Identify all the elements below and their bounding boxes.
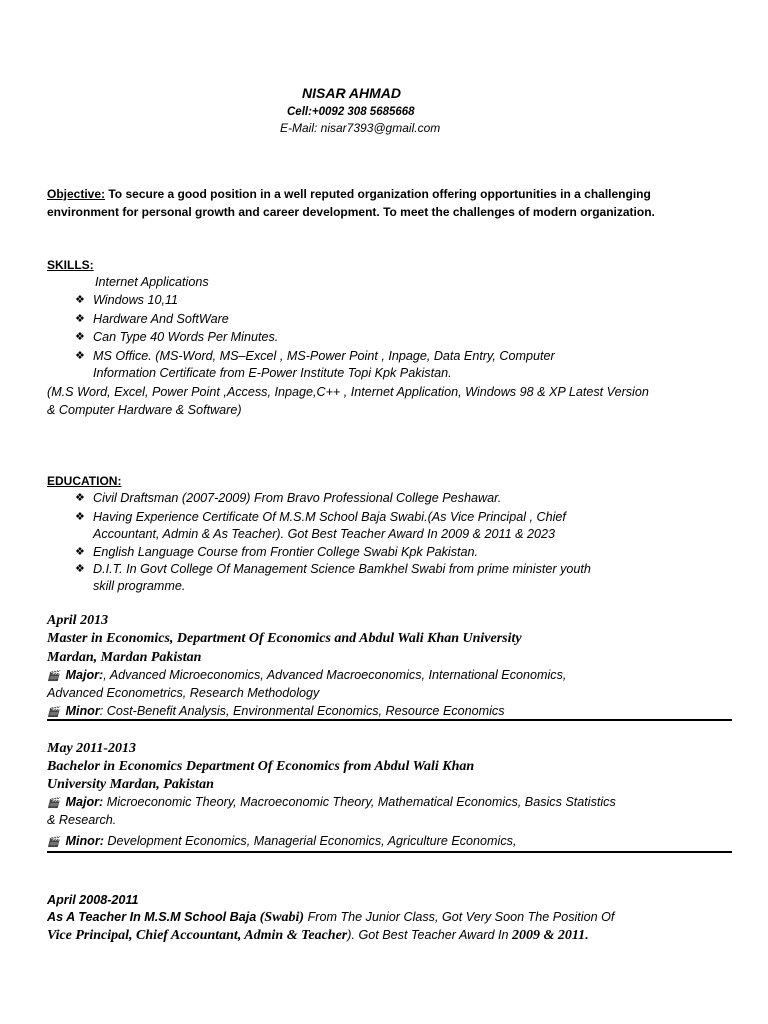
skill-item-continuation: Information Certificate from E-Power Institute Topi Kpk Pakistan.	[93, 366, 452, 380]
masters-major-text: , Advanced Microeconomics, Advanced Macroeconomics, International Economics,	[103, 668, 567, 682]
clapperboard-icon: 🎬	[47, 671, 60, 682]
teacher-location: (Swabi)	[259, 910, 305, 925]
masters-date: April 2013	[47, 613, 109, 628]
objective-label: Objective:	[47, 187, 106, 201]
masters-title-2: Mardan, Mardan Pakistan	[47, 650, 202, 665]
bachelor-major-continuation: & Research.	[47, 813, 117, 827]
teacher-line-1-rest: From The Junior Class, Got Very Soon The Position Of	[304, 910, 615, 924]
skill-item: Can Type 40 Words Per Minutes.	[93, 330, 279, 344]
clapperboard-icon: 🎬	[47, 707, 60, 718]
teacher-award-years: 2009 & 2011	[511, 928, 586, 943]
teacher-line-2-mid: ). Got Best Teacher Award In	[347, 928, 512, 942]
masters-minor-text: : Cost-Benefit Analysis, Environmental Economics, Resource Economics	[99, 704, 505, 718]
skills-note-2: & Computer Hardware & Software)	[47, 403, 242, 417]
diamond-bullet-icon: ❖	[75, 313, 85, 325]
objective-text-2: environment for personal growth and career development. To meet the challenges of modern organization.	[47, 205, 655, 219]
teacher-role: As A Teacher In M.S.M School Baja	[47, 910, 260, 924]
bachelor-minor-line	[47, 833, 516, 851]
candidate-name: NISAR AHMAD	[302, 85, 402, 101]
diamond-bullet-icon: ❖	[75, 563, 85, 575]
skill-item-internet: Internet Applications	[95, 275, 209, 289]
clapperboard-icon: 🎬	[47, 837, 60, 848]
bachelor-date: May 2011-2013	[47, 741, 137, 756]
teacher-line-2-end: .	[585, 928, 589, 942]
masters-minor-label: Minor	[65, 704, 100, 718]
diamond-bullet-icon: ❖	[75, 294, 85, 306]
objective-text-1: To secure a good position in a well reputed organization offering opportunities in a challenging	[105, 187, 651, 201]
education-item-continuation: skill programme.	[93, 579, 186, 593]
cell-number: Cell:+0092 308 5685668	[287, 106, 415, 118]
bachelor-minor-text: Development Economics, Managerial Economics, Agriculture Economics,	[103, 834, 517, 848]
skills-heading: SKILLS:	[47, 258, 94, 272]
education-item: D.I.T. In Govt College Of Management Science Bamkhel Swabi from prime minister youth	[93, 562, 591, 576]
masters-major-continuation: Advanced Econometrics, Research Methodology	[47, 686, 320, 700]
masters-major-label: Major:	[65, 668, 104, 682]
bachelor-minor-label: Minor:	[65, 834, 104, 848]
diamond-bullet-icon: ❖	[75, 331, 85, 343]
skill-item: Windows 10,11	[93, 293, 179, 307]
objective-line-1	[47, 186, 651, 202]
diamond-bullet-icon: ❖	[75, 350, 85, 362]
education-item-continuation: Accountant, Admin & As Teacher). Got Best Teacher Award In 2009 & 2011 & 2023	[93, 527, 556, 541]
bachelor-title-2: University Mardan, Pakistan	[47, 777, 214, 792]
education-item: Civil Draftsman (2007-2009) From Bravo Professional College Peshawar.	[93, 491, 502, 505]
diamond-bullet-icon: ❖	[75, 511, 85, 523]
section-divider	[47, 719, 732, 721]
bachelor-major-label: Major:	[65, 795, 104, 809]
clapperboard-icon: 🎬	[47, 798, 60, 809]
email-address: E-Mail: nisar7393@gmail.com	[280, 121, 441, 135]
teacher-positions: Vice Principal, Chief Accountant, Admin & Teacher	[47, 928, 348, 943]
section-divider	[47, 851, 732, 853]
bachelor-major-text: Microeconomic Theory, Macroeconomic Theory, Mathematical Economics, Basics Statistics	[103, 795, 616, 809]
bachelor-major-line	[47, 794, 616, 812]
education-item: English Language Course from Frontier College Swabi Kpk Pakistan.	[93, 545, 479, 559]
skill-item: MS Office. (MS-Word, MS–Excel , MS-Power Point , Inpage, Data Entry, Computer	[93, 349, 555, 363]
teacher-line-1	[47, 909, 614, 926]
diamond-bullet-icon: ❖	[75, 546, 85, 558]
teacher-date: April 2008-2011	[47, 893, 139, 907]
skills-note-1: (M.S Word, Excel, Power Point ,Access, Inpage,C++ , Internet Application, Windows 98 & XP Latest Version	[47, 385, 649, 399]
bachelor-title-1: Bachelor in Economics Department Of Economics from Abdul Wali Khan	[47, 759, 475, 774]
diamond-bullet-icon: ❖	[75, 492, 85, 504]
education-item: Having Experience Certificate Of M.S.M School Baja Swabi.(As Vice Principal , Chief	[93, 510, 566, 524]
masters-major-line	[47, 667, 566, 685]
education-heading: EDUCATION:	[47, 474, 122, 488]
masters-title-1: Master in Economics, Department Of Economics and Abdul Wali Khan University	[47, 631, 522, 646]
skill-item: Hardware And SoftWare	[93, 312, 229, 326]
teacher-line-2	[47, 927, 589, 944]
